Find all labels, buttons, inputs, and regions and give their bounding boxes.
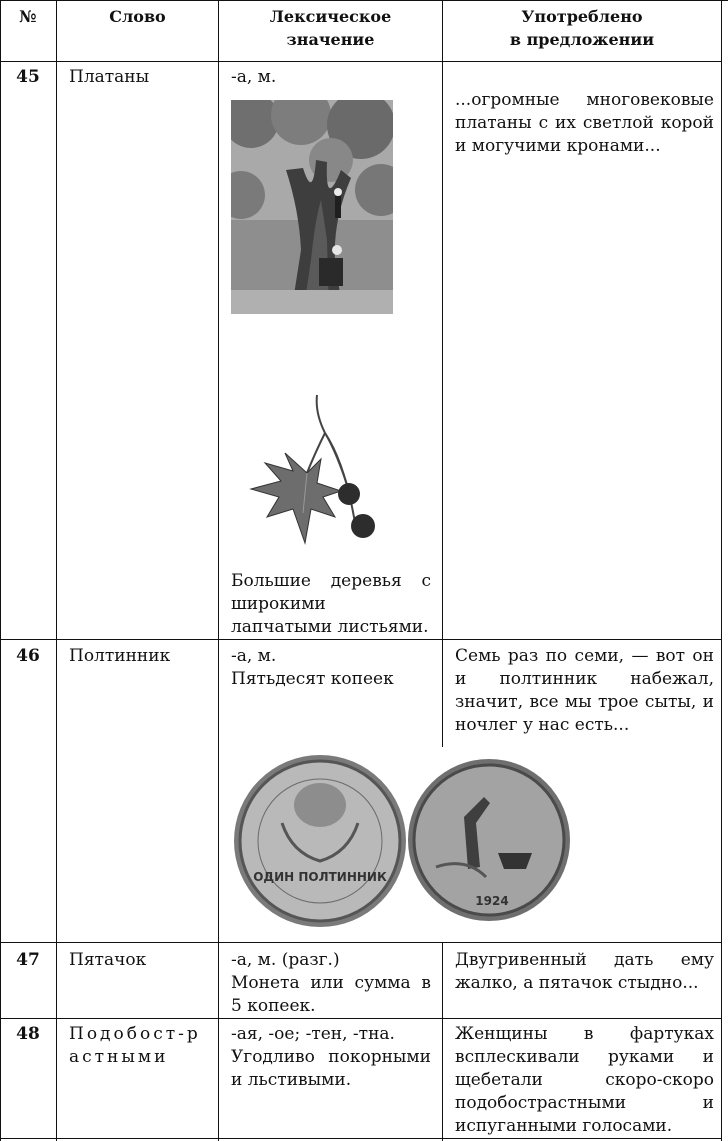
- coin-obverse-text: ОДИН ПОЛТИННИК: [253, 870, 387, 884]
- header-num: №: [19, 7, 37, 26]
- row-47-divider: [0, 1018, 722, 1019]
- row-47-word: Пятачок: [69, 950, 147, 970]
- row-48-num: 48: [16, 1024, 40, 1044]
- col-meaning-divider-b: [442, 942, 443, 1141]
- row-46-word: Полтинник: [69, 646, 171, 666]
- col-num-divider: [56, 0, 57, 1141]
- row-46-num: 46: [16, 646, 40, 666]
- coin-reverse-year: 1924: [475, 894, 509, 908]
- col-word-divider: [218, 0, 219, 1141]
- row-46-grammar: -а, м.: [231, 646, 277, 666]
- row-45-usage: ...огромные многовековые платаны с их светлой корой и могучими кронами...: [455, 90, 714, 156]
- row-48-word: Подобост-растными: [69, 1024, 201, 1067]
- row-45-num: 45: [16, 67, 40, 87]
- row-48-grammar: -ая, -ое; -тен, -тна.: [231, 1024, 395, 1044]
- poltinnik-coin-obverse: [232, 753, 408, 929]
- border-top: [0, 0, 728, 1]
- border-bottom: [0, 1138, 722, 1139]
- header-row-divider: [0, 61, 722, 62]
- row-47-grammar: -а, м. (разг.): [231, 950, 340, 970]
- col-meaning-divider-a: [442, 0, 443, 747]
- row-46-divider: [0, 942, 722, 943]
- row-48-meaning: Угодливо покорными и льстивыми.: [231, 1047, 431, 1090]
- row-47-meaning: Монета или сумма в 5 копеек.: [231, 973, 431, 1016]
- row-46-usage: Семь раз по семи, — вот он и полтинник набежал, значит, все мы трое сыты, и ночлег у нас есть...: [455, 646, 714, 735]
- row-48-usage: Женщины в фартуках всплескивали руками и щебетали скоро-скоро подобострастными и испуганными голосами.: [455, 1024, 714, 1136]
- row-45-grammar: -а, м.: [231, 67, 277, 87]
- border-right: [721, 0, 722, 1141]
- row-45-word: Платаны: [69, 67, 150, 87]
- row-45-divider: [0, 639, 722, 640]
- row-47-num: 47: [16, 950, 40, 970]
- row-45-meaning: Большие деревья с широкими лапчатыми листьями.: [231, 571, 431, 637]
- header-usage-line2: в предложении: [509, 30, 655, 49]
- row-47-usage: Двугривенный дать ему жалко, а пятачок стыдно...: [455, 950, 714, 993]
- plane-leaf-drawing: [245, 393, 385, 563]
- header-word: Слово: [109, 7, 166, 26]
- header-meaning-line1: Лексическое: [269, 7, 392, 26]
- plane-tree-photo: [231, 100, 393, 314]
- header-usage-line1: Употреблено: [521, 7, 643, 26]
- header-meaning-line2: значение: [286, 30, 375, 49]
- poltinnik-coin-reverse: [406, 757, 572, 923]
- row-46-meaning: Пятьдесят копеек: [231, 669, 394, 689]
